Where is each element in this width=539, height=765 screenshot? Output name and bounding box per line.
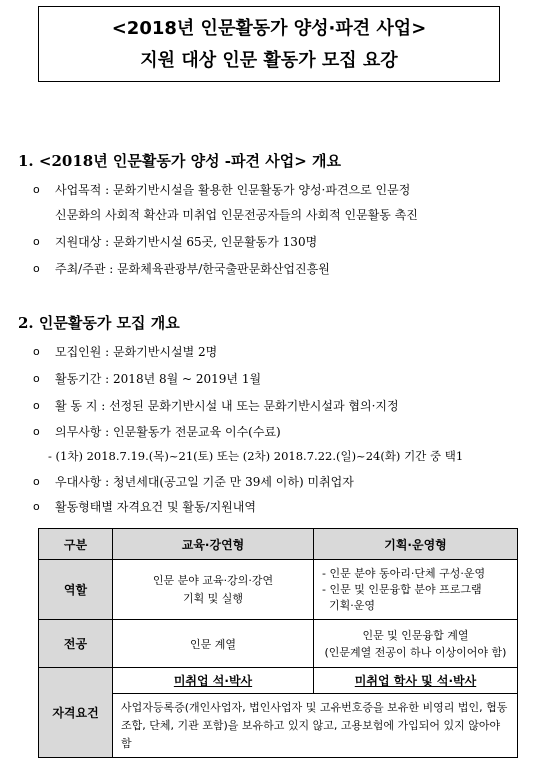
purpose-line-1: 사업목적 : 문화기반시설을 활용한 인문활동가 양성·파견으로 인문정: [55, 183, 411, 197]
title-line-1: <2018년 인문활동가 양성·파견 사업>: [111, 18, 427, 39]
role-planning-line: 기획·운영: [322, 598, 375, 612]
role-planning: [314, 560, 518, 620]
bullet: o: [33, 425, 40, 438]
qual-education-sub: 미취업 석·박사: [113, 668, 314, 694]
table-row: [39, 668, 518, 694]
role-planning-line: - 인문 분야 동아리·단체 구성·운영: [322, 566, 486, 580]
table-header-row: [39, 529, 518, 560]
row-label-qualification: 자격요건: [39, 668, 113, 758]
major-education: 인문 계열: [113, 620, 314, 668]
bullet: o: [33, 500, 40, 513]
qual-description: 사업자등록증(개인사업자, 법인사업자 및 고유번호증을 보유한 비영리 법인, 협동조합, 단체, 기관 포함)을 보유하고 있지 않고, 고용보험에 가입되어 있지 않아야 함: [113, 694, 518, 758]
section2-heading: 2. 인문활동가 모집 개요: [18, 314, 180, 332]
recruit-count: 모집인원 : 문화기반시설별 2명: [55, 345, 218, 359]
role-education: 인문 분야 교육·강의·강연 기획 및 실행: [113, 560, 314, 620]
table-row: [39, 620, 518, 668]
host-line: 주최/주관 : 문화체육관광부/한국출판문화산업진흥원: [55, 262, 330, 276]
target-line: 지원대상 : 문화기반시설 65곳, 인문활동가 130명: [55, 235, 318, 249]
role-planning-line: - 인문 및 인문융합 분야 프로그램: [322, 582, 482, 596]
qualification-table: [38, 528, 518, 758]
purpose-line-2: 신문화의 사회적 확산과 미취업 인문전공자들의 사회적 인문활동 촉진: [55, 208, 418, 222]
obligation: 의무사항 : 인문활동가 전문교육 이수(수료): [55, 425, 281, 439]
bullet: o: [33, 262, 40, 275]
header-planning: 기획·운영형: [314, 529, 518, 560]
bullet: o: [33, 475, 40, 488]
activity-place: 활 동 지 : 선정된 문화기반시설 내 또는 문화기반시설과 협의·지정: [55, 399, 399, 413]
section1-heading: 1. <2018년 인문활동가 양성 -파견 사업> 개요: [18, 152, 341, 170]
title-box: [38, 6, 500, 82]
title-line-2: 지원 대상 인문 활동가 모집 요강: [140, 50, 398, 71]
header-education: 교육·강연형: [113, 529, 314, 560]
activity-period: 활동기간 : 2018년 8월 ~ 2019년 1월: [55, 372, 262, 386]
bullet: o: [33, 399, 40, 412]
row-label-major: 전공: [39, 620, 113, 668]
row-label-role: 역할: [39, 560, 113, 620]
header-category: 구분: [39, 529, 113, 560]
major-planning: 인문 및 인문융합 계열 (인문계열 전공이 하나 이상이어야 함): [314, 620, 518, 668]
bullet: o: [33, 183, 40, 196]
preference: 우대사항 : 청년세대(공고일 기준 만 39세 이하) 미취업자: [55, 475, 354, 489]
qualification-intro: 활동형태별 자격요건 및 활동/지원내역: [55, 500, 256, 514]
table-row: [39, 560, 518, 620]
bullet: o: [33, 235, 40, 248]
bullet: o: [33, 372, 40, 385]
training-schedule: - (1차) 2018.7.19.(목)~21(토) 또는 (2차) 2018.7.22.(일)~24(화) 기간 중 택1: [48, 449, 464, 463]
bullet: o: [33, 345, 40, 358]
qual-planning-sub: 미취업 학사 및 석·박사: [314, 668, 518, 694]
